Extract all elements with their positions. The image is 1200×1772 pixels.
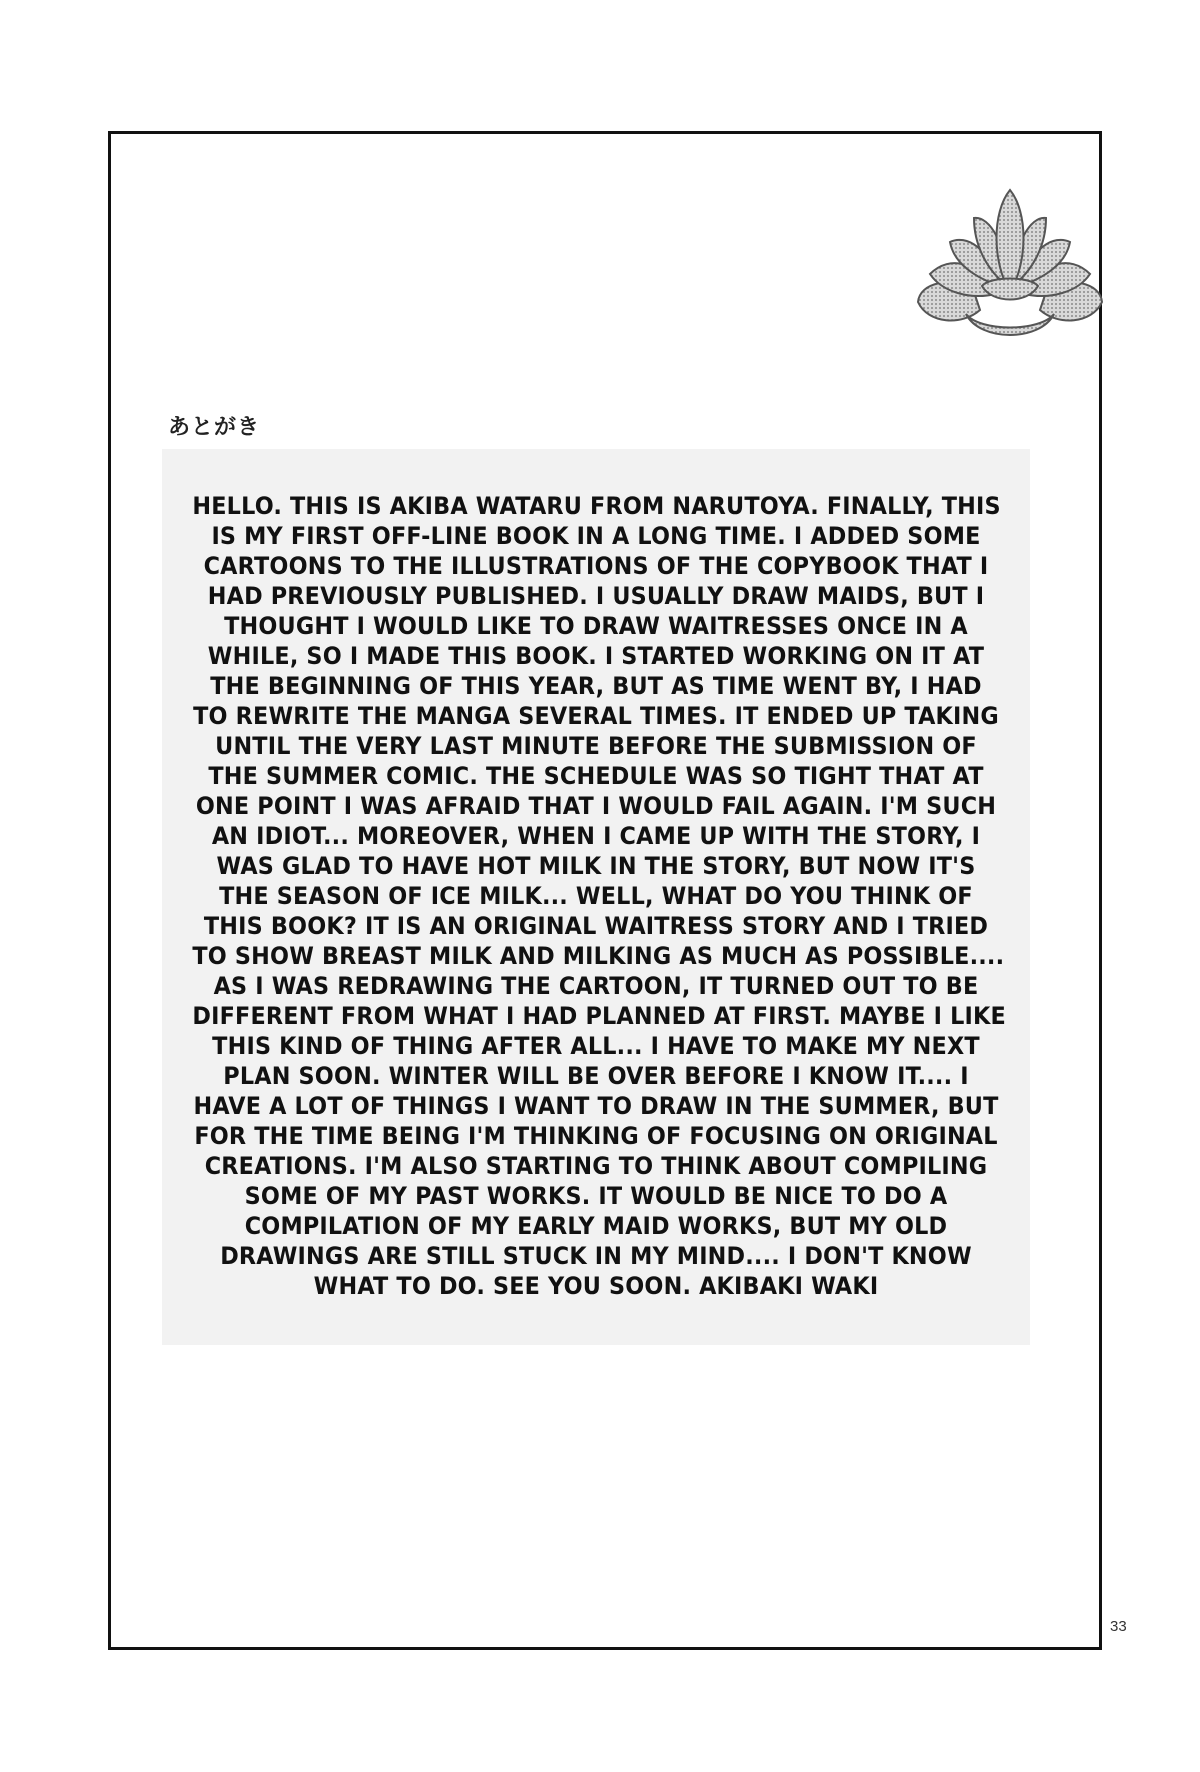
body-line: PLAN SOON. WINTER WILL BE OVER BEFORE I KNOW IT.... I [223,1062,969,1090]
afterword-text-box [162,449,1030,1345]
body-line: CREATIONS. I'M ALSO STARTING TO THINK ABOUT COMPILING [204,1152,988,1180]
body-line: COMPILATION OF MY EARLY MAID WORKS, BUT MY OLD [244,1212,948,1240]
body-line: FOR THE TIME BEING I'M THINKING OF FOCUSING ON ORIGINAL [194,1122,998,1150]
body-line: THE BEGINNING OF THIS YEAR, BUT AS TIME WENT BY, I HAD [210,672,982,700]
body-line: SOME OF MY PAST WORKS. IT WOULD BE NICE TO DO A [244,1182,948,1210]
body-line: DRAWINGS ARE STILL STUCK IN MY MIND.... I DON'T KNOW [220,1242,972,1270]
afterword-heading: あとがき [168,415,261,440]
body-line: HELLO. THIS IS AKIBA WATARU FROM NARUTOYA. FINALLY, THIS [192,492,1001,520]
page-number: 33 [1110,1618,1127,1635]
body-line: ONE POINT I WAS AFRAID THAT I WOULD FAIL AGAIN. I'M SUCH [195,792,997,820]
lotus-icon [910,182,1110,352]
body-line: CARTOONS TO THE ILLUSTRATIONS OF THE COPYBOOK THAT I [203,552,989,580]
body-line: TO REWRITE THE MANGA SEVERAL TIMES. IT ENDED UP TAKING [193,702,999,730]
body-line: THE SEASON OF ICE MILK... WELL, WHAT DO YOU THINK OF [219,882,973,910]
body-line: THE SUMMER COMIC. THE SCHEDULE WAS SO TIGHT THAT AT [208,762,984,790]
body-line: WAS GLAD TO HAVE HOT MILK IN THE STORY, BUT NOW IT'S [216,852,976,880]
body-line: WHILE, SO I MADE THIS BOOK. I STARTED WORKING ON IT AT [207,642,985,670]
body-line: AS I WAS REDRAWING THE CARTOON, IT TURNED OUT TO BE [213,972,979,1000]
body-line: THIS BOOK? IT IS AN ORIGINAL WAITRESS STORY AND I TRIED [203,912,989,940]
body-line: THOUGHT I WOULD LIKE TO DRAW WAITRESSES ONCE IN A [224,612,968,640]
body-line: WHAT TO DO. SEE YOU SOON. AKIBAKI WAKI [313,1272,879,1300]
body-line: AN IDIOT... MOREOVER, WHEN I CAME UP WITH THE STORY, I [211,822,981,850]
body-line: HAD PREVIOUSLY PUBLISHED. I USUALLY DRAW MAIDS, BUT I [207,582,985,610]
body-line: IS MY FIRST OFF-LINE BOOK IN A LONG TIME. I ADDED SOME [211,522,981,550]
body-line: HAVE A LOT OF THINGS I WANT TO DRAW IN THE SUMMER, BUT [193,1092,999,1120]
body-line: DIFFERENT FROM WHAT I HAD PLANNED AT FIRST. MAYBE I LIKE [192,1002,1006,1030]
body-line: THIS KIND OF THING AFTER ALL... I HAVE TO MAKE MY NEXT [212,1032,980,1060]
body-line: TO SHOW BREAST MILK AND MILKING AS MUCH AS POSSIBLE.... [192,942,1005,970]
body-line: UNTIL THE VERY LAST MINUTE BEFORE THE SUBMISSION OF [215,732,977,760]
